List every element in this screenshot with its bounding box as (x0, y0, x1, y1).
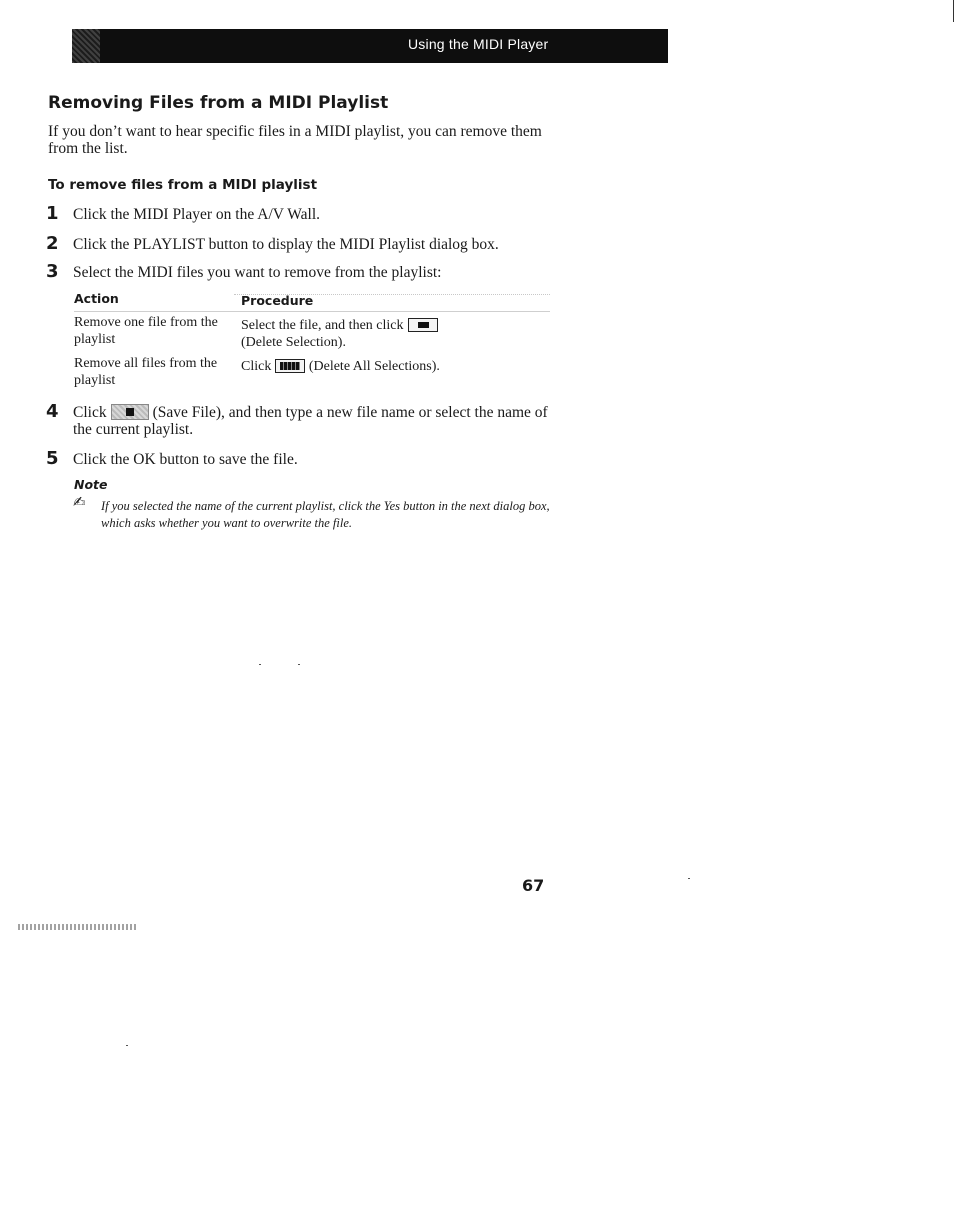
table-header-rule (74, 311, 550, 312)
table-header-procedure: Procedure (241, 293, 314, 308)
scan-speck (688, 878, 690, 879)
step-text: Select the MIDI files you want to remove from the playlist: (73, 264, 442, 281)
step-number: 5 (46, 448, 59, 469)
step-text-before: Click (73, 404, 107, 421)
save-file-icon (111, 404, 149, 420)
procedure-title: To remove files from a MIDI playlist (48, 177, 318, 193)
table-row-1-action: Remove one file from the playlist (74, 315, 218, 347)
step-number: 3 (46, 261, 59, 282)
step-text-after: (Save File), and then type a new file name or select the name of the current playlist. (73, 404, 548, 438)
running-header (72, 29, 668, 63)
step-text (73, 404, 553, 438)
table-row-2-procedure (241, 358, 541, 375)
running-header-title: Using the MIDI Player (408, 36, 549, 52)
scan-speck (259, 664, 261, 665)
step-number: 4 (46, 401, 59, 422)
table-row-1-procedure (241, 317, 541, 351)
step-number: 2 (46, 233, 59, 254)
delete-all-selections-icon (275, 359, 305, 373)
table-header-action: Action (74, 291, 119, 306)
step-text: Click the OK button to save the file. (73, 451, 298, 468)
note-label: Note (74, 477, 108, 492)
section-title: Removing Files from a MIDI Playlist (48, 93, 389, 113)
scan-speck (298, 664, 300, 665)
step-number: 1 (46, 203, 59, 224)
procedure-text: (Delete Selection). (241, 335, 346, 350)
step-text: Click the PLAYLIST button to display the MIDI Playlist dialog box. (73, 236, 499, 253)
procedure-text: Click (241, 359, 272, 374)
scan-speck (126, 1045, 128, 1046)
note-pencil-icon: ✍ (73, 493, 86, 511)
delete-selection-icon (408, 318, 438, 332)
scan-artifact (18, 924, 136, 930)
page-number: 67 (522, 876, 545, 895)
table-row-2-action: Remove all files from the playlist (74, 356, 218, 388)
procedure-text: Select the file, and then click (241, 318, 404, 333)
note-text: If you selected the name of the current playlist, click the Yes button in the next dialog box, which asks whether you want to overwrite the file. (101, 499, 550, 530)
procedure-text: (Delete All Selections). (308, 359, 440, 374)
section-intro: If you don’t want to hear specific files in a MIDI playlist, you can remove them from the list. (48, 123, 542, 157)
step-text: Click the MIDI Player on the A/V Wall. (73, 206, 321, 223)
